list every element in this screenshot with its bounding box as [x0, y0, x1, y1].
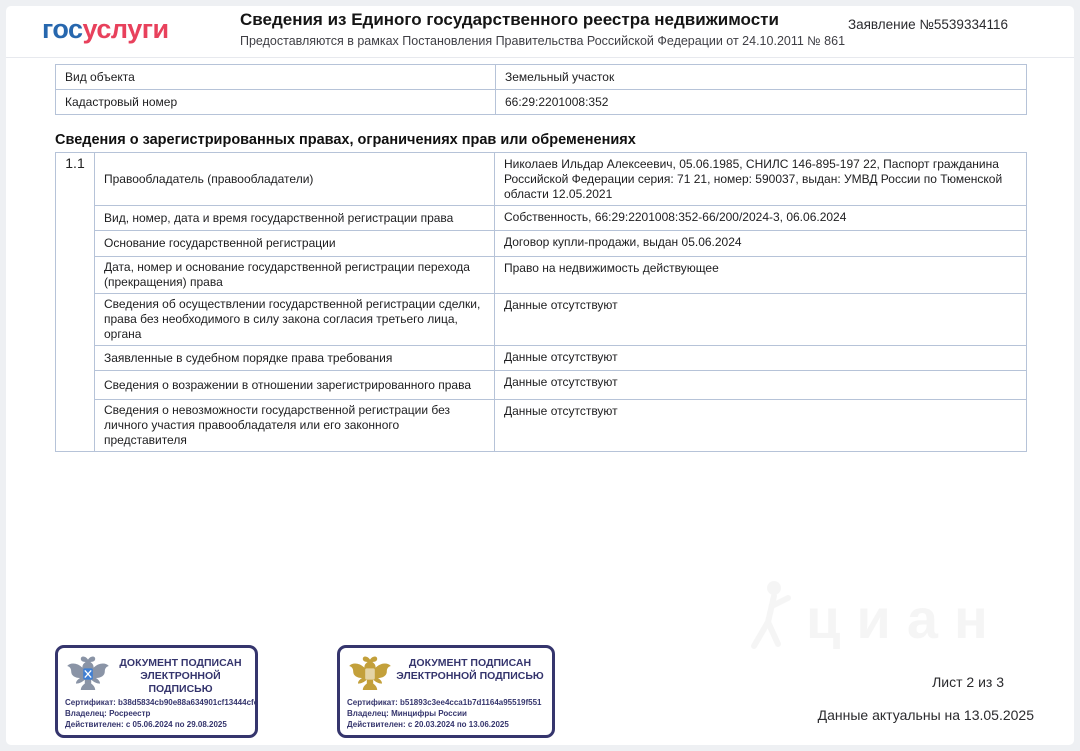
object-type-value: Земельный участок [496, 65, 1027, 90]
row-label: Сведения о невозможности государственной регистрации без личного участия правообладателя или его законного представителя [95, 400, 495, 452]
gosuslugi-logo-blue-part: гос [42, 14, 83, 44]
row-value: Данные отсутствуют [495, 294, 1027, 346]
stamp-certificate: Сертификат: b51893c3ee4cca1b7d1164a95519f551 [347, 698, 542, 707]
data-actual-date: Данные актуальны на 13.05.2025 [817, 707, 1034, 723]
row-label: Заявленные в судебном порядке права требования [95, 346, 495, 371]
object-info-table [55, 64, 1027, 115]
rights-section-heading: Сведения о зарегистрированных правах, ограничениях прав или обременениях [55, 132, 636, 148]
table-row [56, 90, 1027, 115]
signature-stamp-mintsifry [337, 645, 555, 738]
russia-eagle-icon [346, 651, 394, 697]
table-row [56, 153, 1027, 206]
table-row [56, 346, 1027, 371]
object-type-label: Вид объекта [56, 65, 496, 90]
row-value: Договор купли-продажи, выдан 05.06.2024 [495, 231, 1027, 257]
gosuslugi-logo-red-part: услуги [82, 14, 169, 44]
rights-table [55, 152, 1027, 452]
table-row [56, 400, 1027, 452]
stamp-owner: Владелец: Минцифры России [347, 709, 467, 718]
table-row [56, 206, 1027, 231]
row-value: Данные отсутствуют [495, 400, 1027, 452]
cadastral-number-value: 66:29:2201008:352 [496, 90, 1027, 115]
stamp-owner: Владелец: Росреестр [65, 709, 151, 718]
cian-watermark-text: циан [806, 587, 1004, 650]
row-label: Сведения об осуществлении государственной регистрации сделки, права без необходимого в силу закона согласия третьего лица, органа [95, 294, 495, 346]
table-row [56, 231, 1027, 257]
page-title: Сведения из Единого государственного реестра недвижимости [240, 10, 779, 29]
row-label: Основание государственной регистрации [95, 231, 495, 257]
stamp-top [340, 648, 552, 697]
stamp-certificate: Сертификат: b38d5834cb90e88a634901cf13444cfc [65, 698, 259, 707]
stamp-title: ДОКУМЕНТ ПОДПИСАН ЭЛЕКТРОННОЙ ПОДПИСЬЮ [119, 657, 242, 695]
row-label: Правообладатель (правообладатели) [95, 153, 495, 206]
row-value: Данные отсутствуют [495, 346, 1027, 371]
title-block [240, 10, 845, 48]
rosreestr-eagle-icon [64, 651, 112, 697]
signature-stamp-rosreestr [55, 645, 258, 738]
row-value: Данные отсутствуют [495, 371, 1027, 400]
stamp-top [58, 648, 255, 697]
cian-watermark [748, 578, 1004, 654]
table-row [56, 257, 1027, 294]
stamp-validity: Действителен: с 20.03.2024 по 13.06.2025 [347, 720, 509, 729]
table-row [56, 371, 1027, 400]
shield [365, 668, 375, 679]
row-label: Сведения о возражении в отношении зарегистрированного права [95, 371, 495, 400]
item-number: 1.1 [56, 153, 95, 452]
document-header [6, 6, 1074, 58]
stamp-validity: Действителен: с 05.06.2024 по 29.08.2025 [65, 720, 227, 729]
row-value: Николаев Ильдар Алексеевич, 05.06.1985, СНИЛС 146-895-197 22, Паспорт гражданина Российской Федерации серия: 71 21, номер: 590037, выдан: УМВД России по Тюменской области 12.05.2021 [495, 153, 1027, 206]
document-page [6, 6, 1074, 745]
cadastral-number-label: Кадастровый номер [56, 90, 496, 115]
row-label: Вид, номер, дата и время государственной регистрации права [95, 206, 495, 231]
cian-figure-icon [748, 578, 794, 654]
row-value: Собственность, 66:29:2201008:352-66/200/2024-3, 06.06.2024 [495, 206, 1027, 231]
table-row [56, 294, 1027, 346]
page-subtitle: Предоставляются в рамках Постановления Правительства Российской Федерации от 24.10.2011 № 861 [240, 34, 846, 48]
sheet-number: Лист 2 из 3 [932, 674, 1004, 690]
row-label: Дата, номер и основание государственной регистрации перехода (прекращения) права [95, 257, 495, 294]
gosuslugi-logo [42, 14, 169, 45]
table-row [56, 65, 1027, 90]
application-number: Заявление №5539334116 [847, 17, 1008, 32]
stamp-title: ДОКУМЕНТ ПОДПИСАН ЭЛЕКТРОННОЙ ПОДПИСЬЮ [396, 657, 544, 682]
row-value: Право на недвижимость действующее [495, 257, 1027, 294]
